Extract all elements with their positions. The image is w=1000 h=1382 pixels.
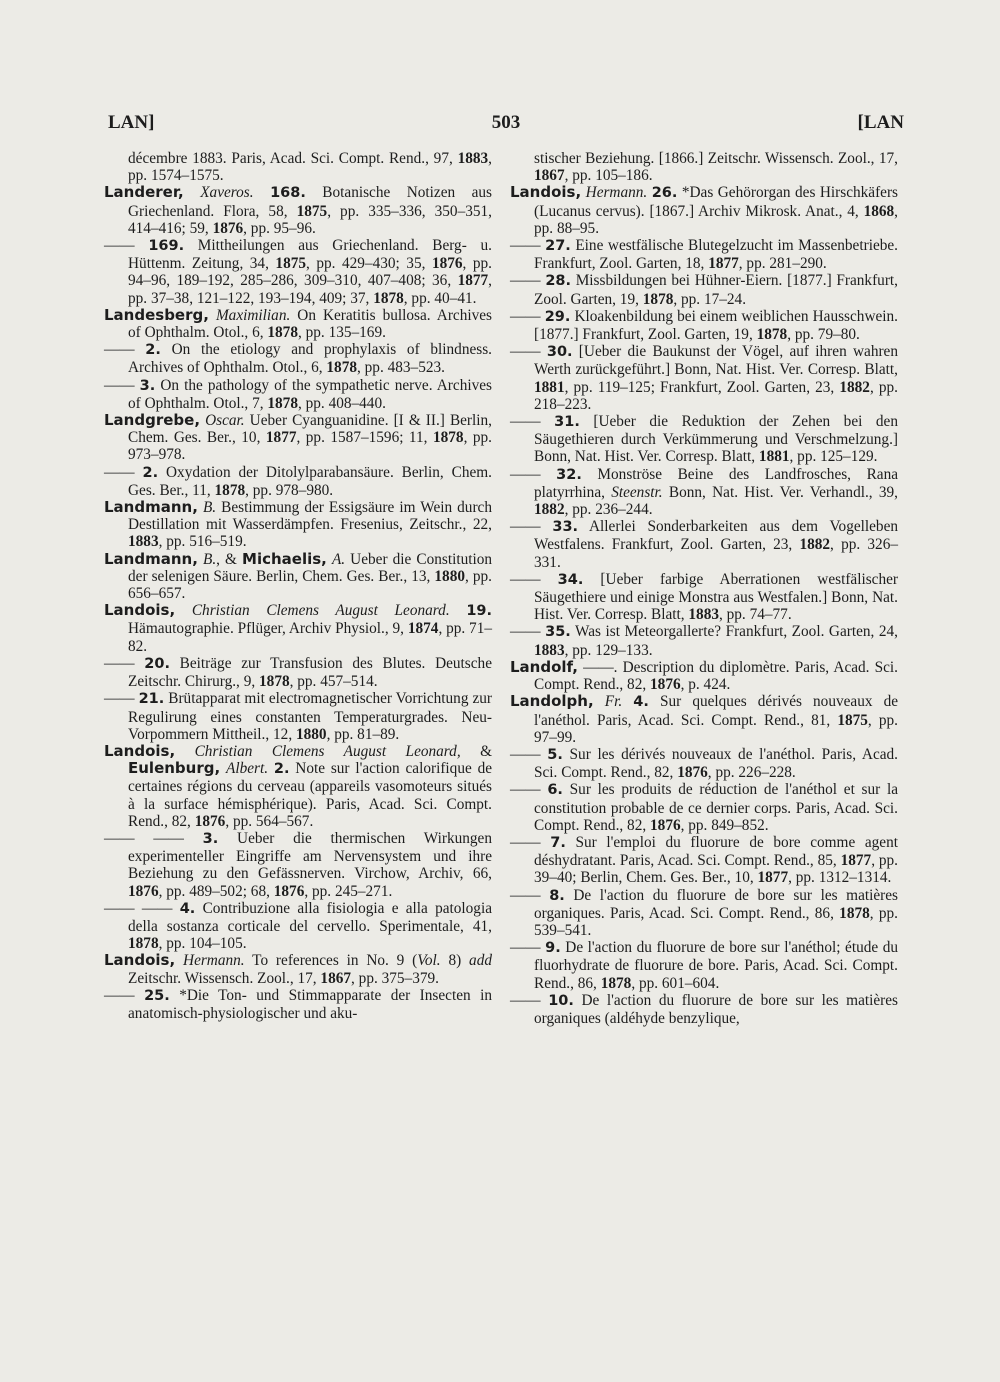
bibliography-entry: Landois, Christian Clemens August Leonard, & Eulenburg, Albert. 2. Note sur l'action calorifique de certaines régions du cerveau (appareils vasomoteurs situés à la surface hémisphérique). Paris, Acad. Sci. Compt. Rend., 82, 1876, pp. 564–567. bbox=[104, 741, 493, 830]
bibliography-entry: —— 2. On the etiology and prophylaxis of blindness. Archives of Ophthalm. Otol., 6, 1878, pp. 483–523. bbox=[104, 341, 492, 377]
bibliography-entry: Landois, Hermann. 26. *Das Gehörorgan des Hirschkäfers (Lucanus cervus). [1867.] Archiv Mikrosk. Anat., 4, 1868, pp. 88–95. bbox=[510, 183, 899, 237]
bibliography-entry: —— 7. Sur l'emploi du fluorure de bore comme agent déshydratant. Paris, Acad. Sci. Compt. Rend., 85, 1877, pp. 39–40; Berlin, Chem. Ges. Ber., 10, 1877, pp. 1312–1314. bbox=[510, 833, 898, 887]
bibliography-entry: —— 2. Oxydation der Ditolylparabansäure. Berlin, Chem. Ges. Ber., 11, 1878, pp. 978–980. bbox=[104, 463, 492, 499]
bibliography-entry: —— —— 3. Ueber die thermischen Wirkungen experimenteller Eingriffe am Nervensystem und ihre Beziehung zu den Gefässnerven. Virchow, Archiv, 66, 1876, pp. 489–502; 68, 1876, pp. 245–271. bbox=[104, 829, 492, 900]
bibliography-entry: —— 10. De l'action du fluorure de bore sur les matières organiques (aldéhyde benzylique, bbox=[510, 991, 899, 1027]
bibliography-entry: —— 9. De l'action du fluorure de bore sur l'anéthol; étude du fluorhydrate de fluorure de bore. Paris, Acad. Sci. Compt. Rend., 86, 1878, pp. 601–604. bbox=[510, 939, 898, 992]
bibliography-entry: Landolf, ——. Description du diplomètre. Paris, Acad. Sci. Compt. Rend., 82, 1876, p. 424. bbox=[510, 657, 898, 694]
header-right-key: [LAN bbox=[857, 112, 904, 133]
bibliography-entry: —— 6. Sur les produits de réduction de l'anéthol et sur la constitution probable de ce dernier corps. Paris, Acad. Sci. Compt. Rend., 82, 1876, pp. 849–852. bbox=[510, 781, 899, 834]
bibliography-entry: —— 30. [Ueber die Baukunst der Vögel, auf ihren wahren Werth zurückgeführt.] Bonn, Nat. Hist. Ver. Corresp. Blatt, 1881, pp. 119–125; Frankfurt, Zool. Garten, 23, 1882, pp. 218–223. bbox=[510, 343, 898, 413]
running-header bbox=[108, 112, 904, 142]
bibliography-entry: Landolph, Fr. 4. Sur quelques dérivés nouveaux de l'anéthol. Paris, Acad. Sci. Compt. Rend., 81, 1875, pp. 97–99. bbox=[510, 692, 899, 746]
bibliography-entry: stischer Beziehung. [1866.] Zeitschr. Wissensch. Zool., 17, 1867, pp. 105–186. bbox=[534, 150, 898, 185]
bibliography-entry: —— 169. Mittheilungen aus Griechenland. Berg- u. Hüttenm. Zeitung, 34, 1875, pp. 429–430; 35, 1876, pp. 94–96, 189–192, 285–286, 309–310, 407–408; 36, 1877, pp. 37–38, 121–122, 193–194, 409; 37, 1878, pp. 40–41. bbox=[104, 237, 492, 307]
bibliography-entry: Landois, Christian Clemens August Leonard. 19. Hämautographie. Pflüger, Archiv Physiol., 9, 1874, pp. 71–82. bbox=[104, 601, 492, 655]
bibliography-entry: Landerer, Xaveros. 168. Botanische Notizen aus Griechenland. Flora, 58, 1875, pp. 335–336, 350–351, 414–416; 59, 1876, pp. 95–96. bbox=[104, 183, 493, 237]
bibliography-entry: Landmann, B. Bestimmung der Essigsäure im Wein durch Destillation mit Wasserdämpfen. Fresenius, Zeitschr., 22, 1883, pp. 516–519. bbox=[104, 498, 492, 551]
bibliography-entry: —— 3. On the pathology of the sympathetic nerve. Archives of Ophthalm. Otol., 7, 1878, pp. 408–440. bbox=[104, 376, 492, 412]
bibliography-entry: —— 31. [Ueber die Reduktion der Zehen bei den Säugethieren durch Verkümmerung und Verschmelzung.] Bonn, Nat. Hist. Ver. Corresp. Blatt, 1881, pp. 125–129. bbox=[510, 413, 898, 466]
bibliography-entry: —— 21. Brütapparat mit electromagnetischer Vorrichtung zur Regulirung eines constanten Temperaturgrades. Neu-Vorpommern Mittheil., 12, 1880, pp. 81–89. bbox=[104, 690, 492, 743]
left-column bbox=[104, 150, 492, 1022]
bibliography-entry: —— 25. *Die Ton- und Stimmapparate der Insecten in anatomisch-physiologischer und aku- bbox=[104, 986, 493, 1022]
bibliography-entry: Landmann, B., & Michaelis, A. Ueber die Constitution der selenigen Säure. Berlin, Chem. Ges. Ber., 13, 1880, pp. 656–657. bbox=[104, 549, 493, 603]
bibliography-entry: —— 35. Was ist Meteorgallerte? Frankfurt, Zool. Garten, 24, 1883, pp. 129–133. bbox=[510, 623, 899, 659]
bibliography-entry: —— —— 4. Contribuzione alla fisiologia e alla patologia della sostanza corticale del cervello. Sperimentale, 41, 1878, pp. 104–105. bbox=[104, 899, 492, 953]
bibliography-entry: —— 33. Allerlei Sonderbarkeiten aus dem Vogelleben Westfalens. Frankfurt, Zool. Garten, 23, 1882, pp. 326–331. bbox=[510, 518, 899, 571]
header-left-key: LAN] bbox=[108, 112, 155, 133]
bibliography-entry: —— 8. De l'action du fluorure de bore sur les matières organiques. Paris, Acad. Sci. Compt. Rend., 86, 1878, pp. 539–541. bbox=[510, 886, 898, 939]
bibliography-entry: —— 28. Missbildungen bei Hühner-Eiern. [1877.] Frankfurt, Zool. Garten, 19, 1878, pp. 17–24. bbox=[510, 272, 898, 308]
bibliography-entry: —— 5. Sur les dérivés nouveaux de l'anéthol. Paris, Acad. Sci. Compt. Rend., 82, 1876, pp. 226–228. bbox=[510, 745, 898, 782]
bibliography-entry: décembre 1883. Paris, Acad. Sci. Compt. Rend., 97, 1883, pp. 1574–1575. bbox=[128, 150, 492, 185]
page-number: 503 bbox=[491, 112, 521, 133]
bibliography-entry: —— 20. Beiträge zur Transfusion des Blutes. Deutsche Zeitschr. Chirurg., 9, 1878, pp. 457–514. bbox=[104, 654, 492, 691]
bibliography-entry: —— 32. Monströse Beine des Landfrosches, Rana platyrrhina, Steenstr. Bonn, Nat. Hist. Ver. Verhandl., 39, 1882, pp. 236–244. bbox=[510, 465, 899, 519]
bibliography-entry: —— 34. [Ueber farbige Aberrationen westfälischer Säugethiere und einige Monstra aus Westfalen.] Bonn, Nat. Hist. Ver. Corresp. Blatt, 1883, pp. 74–77. bbox=[510, 570, 898, 624]
bibliography-entry: —— 29. Kloakenbildung bei einem weiblichen Hausschwein. [1877.] Frankfurt, Zool. Garten, 19, 1878, pp. 79–80. bbox=[510, 307, 899, 344]
bibliography-entry: Landgrebe, Oscar. Ueber Cyanguanidine. [I & II.] Berlin, Chem. Ges. Ber., 10, 1877, pp. 1587–1596; 11, 1878, pp. 973–978. bbox=[104, 411, 493, 464]
bibliography-entry: —— 27. Eine westfälische Blutegelzucht im Massenbetriebe. Frankfurt, Zool. Garten, 18, 1877, pp. 281–290. bbox=[510, 237, 898, 273]
bibliography-entry: Landois, Hermann. To references in No. 9 (Vol. 8) add Zeitschr. Wissensch. Zool., 17, 1867, pp. 375–379. bbox=[104, 951, 492, 987]
right-column bbox=[510, 150, 898, 1027]
bibliography-entry: Landesberg, Maximilian. On Keratitis bullosa. Archives of Ophthalm. Otol., 6, 1878, pp. 135–169. bbox=[104, 305, 492, 342]
